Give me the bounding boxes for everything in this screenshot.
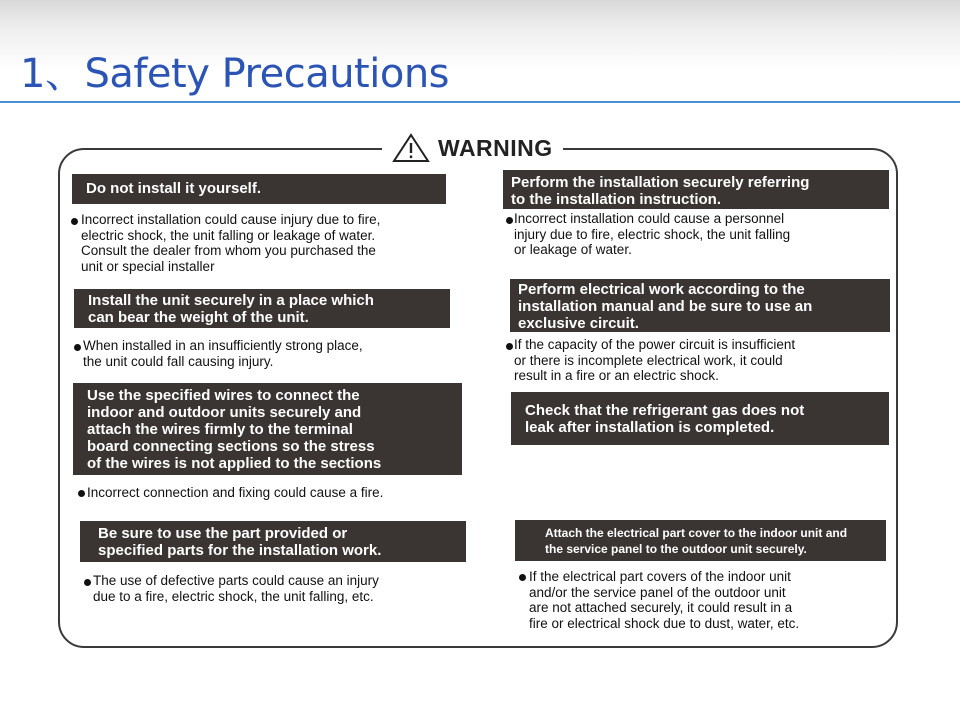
right-heading-3: Check that the refrigerant gas does not leak after installation is completed.	[511, 392, 889, 445]
right-note-2: If the capacity of the power circuit is insufficient or there is incomplete electrical work, it could result in a fire or an electric shock.	[514, 337, 796, 383]
right-heading-1: Perform the installation securely referring to the installation instruction.	[503, 170, 889, 209]
left-note-3: Incorrect connection and fixing could cause a fire.	[87, 485, 384, 500]
title-underline	[0, 101, 960, 103]
left-note-4: The use of defective parts could cause an injury due to a fire, electric shock, the unit falling, etc.	[93, 573, 379, 604]
slide-title: 1、Safety Precautions	[20, 51, 450, 97]
bullet-dot	[71, 218, 78, 225]
left-heading-1: Do not install it yourself.	[72, 174, 446, 204]
right-note-4: If the electrical part covers of the indoor unit and/or the service panel of the outdoor unit are not attached securely, it could result in a fire or electrical shock due to dust, water, etc.	[529, 569, 800, 631]
left-heading-4: Be sure to use the part provided or specified parts for the installation work.	[80, 521, 466, 562]
warning-header	[382, 131, 563, 165]
bullet-dot	[519, 574, 526, 581]
left-note-2: When installed in an insufficiently strong place, the unit could fall causing injury.	[83, 338, 363, 369]
bullet-dot	[506, 217, 513, 224]
bullet-dot	[78, 490, 85, 497]
bullet-dot	[506, 343, 513, 350]
warning-triangle-icon	[392, 133, 430, 163]
warning-label: WARNING	[438, 134, 553, 161]
bullet-dot	[74, 344, 81, 351]
left-heading-2: Install the unit securely in a place which can bear the weight of the unit.	[74, 289, 450, 328]
bullet-dot	[84, 579, 91, 586]
right-heading-4: Attach the electrical part cover to the indoor unit and the service panel to the outdoor unit securely.	[515, 520, 886, 561]
left-heading-3: Use the specified wires to connect the indoor and outdoor units securely and attach the wires firmly to the terminal board connecting sections so the stress of the wires is not applied to the sections	[73, 383, 462, 475]
right-heading-2: Perform electrical work according to the installation manual and be sure to use an exclusive circuit.	[510, 279, 890, 332]
right-note-1: Incorrect installation could cause a personnel injury due to fire, electric shock, the unit falling or leakage of water.	[514, 211, 791, 257]
left-note-1: Incorrect installation could cause injury due to fire, electric shock, the unit falling or leakage of water. Consult the dealer from whom you purchased the unit or special installer	[81, 212, 381, 274]
